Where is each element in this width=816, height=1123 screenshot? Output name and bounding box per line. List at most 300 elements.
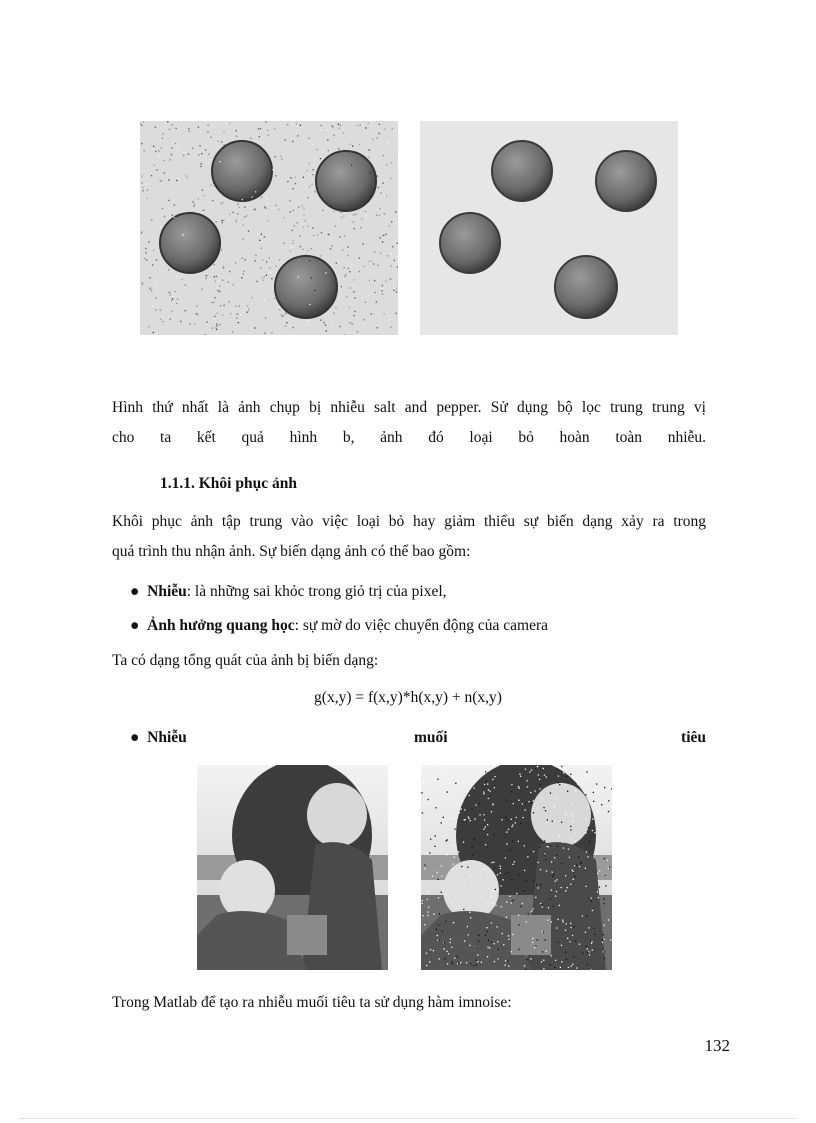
noise-pixel: [511, 826, 512, 827]
noise-pixel: [483, 793, 484, 794]
noise-pixel: [371, 313, 372, 314]
noise-pixel: [475, 947, 476, 948]
noise-pixel: [543, 768, 544, 769]
noise-pixel: [267, 220, 268, 221]
noise-pixel: [456, 869, 457, 870]
noise-pixel: [477, 954, 478, 955]
noise-pixel: [383, 235, 384, 236]
noise-pixel: [261, 248, 262, 249]
noise-pixel: [340, 212, 341, 213]
noise-pixel: [221, 203, 222, 204]
noise-pixel: [485, 826, 486, 827]
noise-pixel: [442, 835, 443, 836]
noise-pixel: [539, 788, 540, 789]
noise-pixel: [491, 922, 492, 923]
noise-pixel: [556, 855, 557, 856]
noise-pixel: [237, 203, 238, 204]
noise-pixel: [171, 311, 172, 312]
noise-pixel: [276, 205, 277, 206]
noise-pixel: [503, 879, 504, 880]
noise-pixel: [511, 791, 512, 792]
noise-pixel: [389, 319, 390, 320]
noise-pixel: [333, 312, 334, 313]
noise-pixel: [257, 234, 258, 235]
noise-pixel: [242, 199, 243, 200]
noise-pixel: [323, 322, 324, 323]
noise-pixel: [492, 891, 493, 892]
noise-pixel: [429, 822, 430, 823]
noise-pixel: [155, 151, 156, 152]
bullet-term: Ảnh hưởng quang học: [147, 617, 295, 634]
noise-pixel: [540, 869, 541, 870]
noise-pixel: [586, 946, 587, 947]
noise-pixel: [485, 771, 486, 772]
noise-pixel: [379, 133, 380, 134]
noise-pixel: [590, 941, 591, 942]
noise-pixel: [506, 820, 507, 821]
noise-pixel: [226, 123, 227, 124]
noise-pixel: [437, 779, 438, 780]
noise-pixel: [347, 247, 348, 248]
noise-pixel: [435, 807, 436, 808]
noise-pixel: [359, 144, 360, 145]
noise-pixel: [172, 296, 173, 297]
noise-pixel: [163, 133, 164, 134]
noise-pixel: [427, 915, 428, 916]
noise-pixel: [172, 215, 173, 216]
noise-pixel: [335, 226, 336, 227]
noise-pixel: [531, 911, 532, 912]
noise-pixel: [244, 259, 245, 260]
noise-pixel: [551, 890, 552, 891]
noise-pixel: [303, 177, 304, 178]
noise-pixel: [160, 310, 161, 311]
noise-pixel: [185, 310, 186, 311]
noise-pixel: [577, 784, 578, 785]
noise-pixel: [149, 289, 150, 290]
noise-pixel: [261, 197, 262, 198]
noise-pixel: [570, 826, 571, 827]
noise-pixel: [576, 967, 577, 968]
noise-pixel: [194, 323, 195, 324]
noise-pixel: [192, 147, 193, 148]
noise-pixel: [509, 939, 510, 940]
noise-pixel: [470, 820, 471, 821]
noise-pixel: [535, 790, 536, 791]
noise-pixel: [147, 200, 148, 201]
noise-pixel: [353, 214, 354, 215]
noise-pixel: [282, 315, 283, 316]
noise-pixel: [381, 290, 382, 291]
noise-pixel: [498, 949, 499, 950]
noise-pixel: [206, 321, 207, 322]
noise-pixel: [229, 301, 230, 302]
noise-pixel: [572, 870, 573, 871]
noise-pixel: [151, 175, 152, 176]
noise-pixel: [309, 304, 310, 305]
noise-pixel: [543, 807, 544, 808]
noise-pixel: [366, 215, 367, 216]
noise-pixel: [545, 810, 546, 811]
noise-pixel: [452, 869, 453, 870]
noise-pixel: [307, 320, 308, 321]
noise-pixel: [558, 836, 559, 837]
noise-pixel: [206, 275, 207, 276]
noise-pixel: [170, 319, 171, 320]
noise-pixel: [518, 875, 519, 876]
noise-pixel: [511, 784, 512, 785]
noise-pixel: [550, 793, 551, 794]
noise-pixel: [306, 170, 307, 171]
noise-pixel: [589, 898, 590, 899]
noise-pixel: [210, 184, 211, 185]
noise-pixel: [605, 885, 606, 886]
noise-pixel: [175, 128, 176, 129]
noise-pixel: [547, 819, 548, 820]
noise-pixel: [561, 945, 562, 946]
noise-pixel: [161, 147, 162, 148]
noise-pixel: [422, 812, 423, 813]
noise-pixel: [286, 310, 287, 311]
noise-pixel: [567, 887, 568, 888]
noise-pixel: [578, 857, 579, 858]
noise-pixel: [357, 331, 358, 332]
noise-pixel: [228, 282, 229, 283]
noise-pixel: [569, 941, 570, 942]
noise-pixel: [481, 962, 482, 963]
noise-pixel: [312, 227, 313, 228]
noise-pixel: [533, 800, 534, 801]
noise-pixel: [341, 217, 342, 218]
noise-pixel: [338, 148, 339, 149]
noise-pixel: [487, 903, 488, 904]
noise-pixel: [439, 883, 440, 884]
noise-pixel: [547, 920, 548, 921]
paragraph3: Ta có dạng tổng quát của ảnh bị biến dạng:: [112, 652, 379, 669]
noise-pixel: [141, 231, 142, 232]
noise-pixel: [432, 828, 433, 829]
noise-pixel: [368, 123, 369, 124]
noise-pixel: [292, 247, 293, 248]
noise-pixel: [513, 900, 514, 901]
noise-pixel: [382, 285, 383, 286]
noise-pixel: [270, 272, 271, 273]
noise-pixel: [360, 124, 361, 125]
noise-pixel: [540, 884, 541, 885]
noise-pixel: [585, 868, 586, 869]
noise-pixel: [181, 279, 182, 280]
noise-pixel: [508, 829, 509, 830]
noise-pixel: [605, 875, 606, 876]
noise-pixel: [433, 914, 434, 915]
noise-pixel: [235, 262, 236, 263]
noise-pixel: [454, 819, 455, 820]
noise-pixel: [429, 961, 430, 962]
noise-pixel: [214, 316, 215, 317]
noise-pixel: [376, 214, 377, 215]
noise-pixel: [556, 879, 557, 880]
noise-pixel: [555, 881, 556, 882]
noise-pixel: [213, 302, 214, 303]
noise-pixel: [214, 276, 215, 277]
noise-pixel: [250, 138, 251, 139]
noise-pixel: [576, 865, 577, 866]
noise-pixel: [260, 128, 261, 129]
noise-pixel: [563, 772, 564, 773]
noise-pixel: [505, 817, 506, 818]
noise-pixel: [557, 846, 558, 847]
noise-pixel: [421, 900, 422, 901]
noise-pixel: [344, 235, 345, 236]
noise-pixel: [435, 835, 436, 836]
noise-pixel: [298, 276, 299, 277]
noise-pixel: [380, 208, 381, 209]
noise-pixel: [343, 133, 344, 134]
noise-pixel: [397, 256, 398, 257]
noise-pixel: [543, 932, 544, 933]
noise-pixel: [592, 819, 593, 820]
noise-pixel: [354, 311, 355, 312]
noise-pixel: [476, 960, 477, 961]
noise-pixel: [551, 921, 552, 922]
noise-pixel: [430, 839, 431, 840]
noise-pixel: [390, 326, 391, 327]
noise-pixel: [153, 250, 154, 251]
noise-pixel: [574, 876, 575, 877]
noise-pixel: [551, 955, 552, 956]
noise-pixel: [554, 967, 555, 968]
noise-pixel: [565, 784, 566, 785]
noise-pixel: [511, 902, 512, 903]
noise-pixel: [167, 121, 168, 122]
noise-pixel: [571, 814, 572, 815]
noise-pixel: [524, 965, 525, 966]
noise-pixel: [516, 893, 517, 894]
noise-pixel: [492, 804, 493, 805]
noise-pixel: [491, 896, 492, 897]
noise-pixel: [593, 928, 594, 929]
bullet-text: : sự mờ do việc chuyển động của camera: [294, 617, 548, 634]
noise-pixel: [216, 276, 217, 277]
noise-pixel: [382, 241, 383, 242]
noise-pixel: [599, 886, 600, 887]
noise-pixel: [501, 885, 502, 886]
section-heading: 1.1.1. Khôi phục ảnh: [160, 475, 297, 492]
noise-pixel: [506, 844, 507, 845]
noise-pixel: [604, 939, 605, 940]
noise-pixel: [222, 314, 223, 315]
noise-pixel: [290, 177, 291, 178]
noise-pixel: [334, 211, 335, 212]
noise-pixel: [320, 320, 321, 321]
noise-pixel: [544, 840, 545, 841]
noise-pixel: [345, 334, 346, 335]
noise-pixel: [488, 798, 489, 799]
noise-pixel: [295, 183, 296, 184]
noise-pixel: [292, 230, 293, 231]
noise-pixel: [516, 815, 517, 816]
noise-pixel: [308, 197, 309, 198]
noise-pixel: [611, 788, 612, 789]
noise-pixel: [142, 175, 143, 176]
noise-pixel: [176, 303, 177, 304]
noise-pixel: [446, 951, 447, 952]
noise-pixel: [441, 892, 442, 893]
noise-pixel: [519, 788, 520, 789]
noise-pixel: [343, 215, 344, 216]
noise-pixel: [586, 886, 587, 887]
noise-pixel: [159, 180, 160, 181]
noise-pixel: [285, 326, 286, 327]
noise-pixel: [256, 281, 257, 282]
noise-pixel: [286, 322, 287, 323]
noise-pixel: [455, 798, 456, 799]
noise-pixel: [268, 203, 269, 204]
noise-pixel: [361, 218, 362, 219]
noise-pixel: [530, 958, 531, 959]
noise-pixel: [218, 280, 219, 281]
paragraph2-line2: quá trình thu nhận ảnh. Sự biến dạng ảnh có thể bao gồm:: [112, 543, 471, 560]
noise-pixel: [453, 864, 454, 865]
noise-pixel: [596, 783, 597, 784]
noise-pixel: [141, 143, 142, 144]
noise-pixel: [468, 816, 469, 817]
noise-pixel: [429, 803, 430, 804]
paragraph1-line1: Hình thứ nhất là ảnh chụp bị nhiễu salt and pepper. Sử dụng bộ lọc trung trung vị: [112, 399, 706, 416]
noise-pixel: [438, 823, 439, 824]
noise-pixel: [538, 774, 539, 775]
noise-pixel: [438, 897, 439, 898]
noise-pixel: [285, 313, 286, 314]
noise-pixel: [156, 169, 157, 170]
noise-pixel: [142, 282, 143, 283]
noise-pixel: [575, 940, 576, 941]
noise-pixel: [303, 215, 304, 216]
noise-pixel: [392, 246, 393, 247]
noise-pixel: [549, 964, 550, 965]
noise-pixel: [202, 190, 203, 191]
noise-pixel: [533, 880, 534, 881]
noise-pixel: [353, 221, 354, 222]
noise-pixel: [368, 156, 369, 157]
noise-pixel: [512, 840, 513, 841]
noise-pixel: [428, 907, 429, 908]
noise-pixel: [434, 846, 435, 847]
noise-pixel: [458, 851, 459, 852]
noise-pixel: [610, 939, 611, 940]
noise-pixel: [374, 292, 375, 293]
noise-pixel: [244, 206, 245, 207]
noise-pixel: [461, 866, 462, 867]
noise-pixel: [145, 252, 146, 253]
noise-pixel: [294, 225, 295, 226]
noise-pixel: [153, 146, 154, 147]
noise-pixel: [373, 263, 374, 264]
noise-pixel: [255, 191, 256, 192]
noise-pixel: [183, 234, 184, 235]
noise-pixel: [254, 327, 255, 328]
noise-pixel: [476, 804, 477, 805]
noise-pixel: [532, 908, 533, 909]
noise-pixel: [203, 195, 204, 196]
noise-pixel: [241, 277, 242, 278]
noise-pixel: [580, 863, 581, 864]
noise-pixel: [145, 248, 146, 249]
noise-pixel: [542, 906, 543, 907]
noise-pixel: [442, 888, 443, 889]
noise-pixel: [586, 916, 587, 917]
noise-pixel: [501, 819, 502, 820]
noise-pixel: [201, 163, 202, 164]
noise-pixel: [325, 272, 326, 273]
noise-pixel: [474, 839, 475, 840]
noise-pixel: [258, 128, 259, 129]
noise-pixel: [573, 872, 574, 873]
noise-pixel: [201, 153, 202, 154]
noise-pixel: [518, 786, 519, 787]
noise-pixel: [461, 809, 462, 810]
noise-pixel: [446, 854, 447, 855]
noise-pixel: [455, 783, 456, 784]
noise-pixel: [187, 177, 188, 178]
noise-pixel: [500, 866, 501, 867]
noise-pixel: [529, 771, 530, 772]
noise-pixel: [422, 903, 423, 904]
coins-filtered-image: [420, 121, 678, 335]
noise-pixel: [217, 290, 218, 291]
noise-pixel: [281, 314, 282, 315]
noise-pixel: [292, 243, 293, 244]
noise-pixel: [369, 150, 370, 151]
noise-pixel: [587, 952, 588, 953]
noise-pixel: [327, 130, 328, 131]
noise-pixel: [271, 332, 272, 333]
noise-pixel: [487, 947, 488, 948]
noise-pixel: [146, 260, 147, 261]
noise-pixel: [289, 200, 290, 201]
noise-pixel: [452, 961, 453, 962]
noise-pixel: [459, 812, 460, 813]
noise-pixel: [599, 768, 600, 769]
noise-pixel: [479, 803, 480, 804]
noise-pixel: [432, 876, 433, 877]
noise-pixel: [556, 798, 557, 799]
noise-pixel: [494, 787, 495, 788]
noise-pixel: [562, 842, 563, 843]
noise-pixel: [272, 169, 273, 170]
noise-pixel: [156, 282, 157, 283]
noise-pixel: [552, 876, 553, 877]
noise-pixel: [594, 832, 595, 833]
bullet3-word1: Nhiễu: [147, 729, 187, 746]
noise-pixel: [269, 267, 270, 268]
noise-pixel: [505, 965, 506, 966]
noise-pixel: [188, 153, 189, 154]
noise-pixel: [171, 124, 172, 125]
noise-pixel: [607, 860, 608, 861]
noise-pixel: [558, 919, 559, 920]
noise-pixel: [535, 945, 536, 946]
noise-pixel: [524, 845, 525, 846]
noise-pixel: [339, 236, 340, 237]
noise-pixel: [444, 942, 445, 943]
noise-pixel: [205, 334, 206, 335]
noise-pixel: [172, 298, 173, 299]
noise-pixel: [236, 318, 237, 319]
noise-pixel: [474, 788, 475, 789]
noise-pixel: [311, 278, 312, 279]
noise-pixel: [221, 141, 222, 142]
